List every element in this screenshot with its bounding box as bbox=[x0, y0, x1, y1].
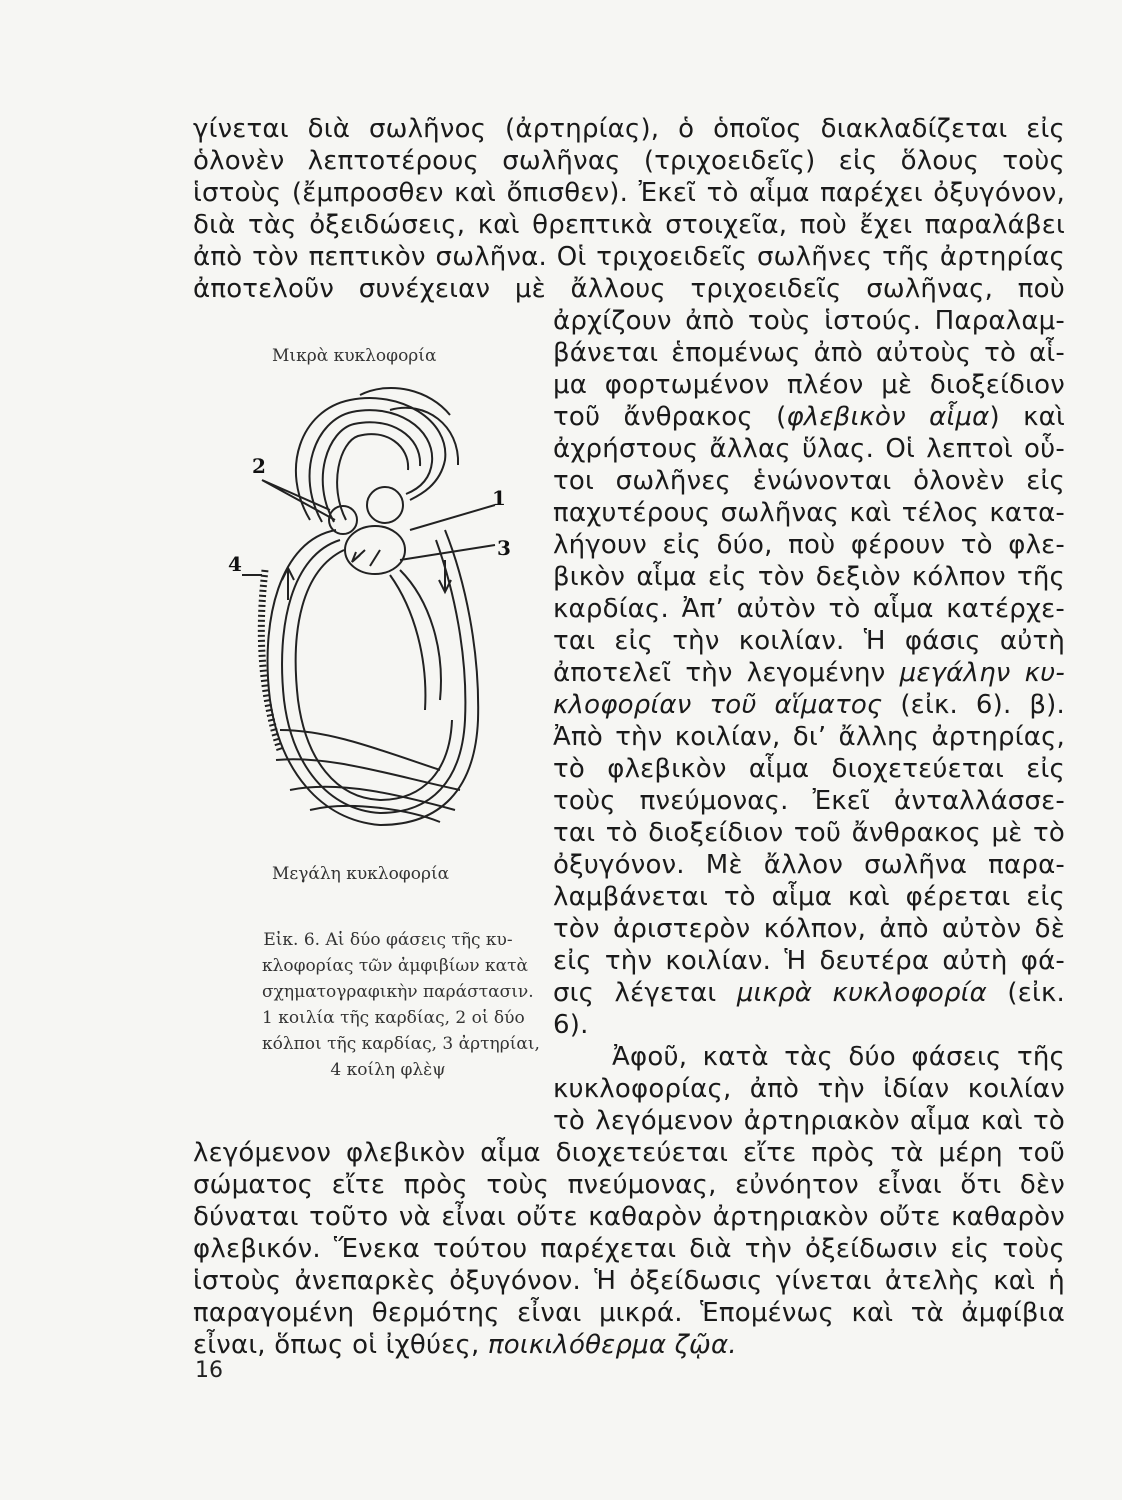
text-line bbox=[553, 688, 1065, 722]
text-line bbox=[553, 656, 1065, 690]
text-line: ἀρχίζουν ἀπὸ τοὺς ἱστούς. Παραλαμ- bbox=[553, 306, 1065, 336]
right-atrium bbox=[367, 487, 403, 523]
text-run: (εἰκ. 6). β). bbox=[882, 690, 1065, 720]
systemic-vessel bbox=[296, 550, 452, 800]
text-line: λαμβάνεται τὸ αἷμα καὶ φέρεται εἰς bbox=[553, 882, 1065, 912]
vena-cava bbox=[261, 570, 280, 750]
text-run: ἀποτελεῖ τὴν λεγομένην bbox=[553, 658, 900, 688]
text-line: ἀποτελοῦν συνέχειαν μὲ ἄλλους τριχοειδεῖς σωλῆνας, ποὺ bbox=[193, 274, 1065, 304]
page-number: 16 bbox=[195, 1358, 223, 1383]
pulmonary-vessel bbox=[310, 410, 433, 522]
text-line: τὸ φλεβικὸν αἷμα διοχετεύεται εἰς bbox=[553, 754, 1065, 784]
text-line: παραγομένη θερμότης εἶναι μικρά. Ἑπομένως καὶ τὰ ἀμφίβια bbox=[193, 1298, 1065, 1328]
text-line: Ἀπὸ τὴν κοιλίαν, δι’ ἄλλης ἀρτηρίας, bbox=[553, 722, 1065, 752]
text-line: καρδίας. Ἀπ’ αὐτὸν τὸ αἷμα κατέρχε- bbox=[553, 594, 1065, 624]
figure-caption-line: κλοφορίας τῶν ἀμφιβίων κατὰ bbox=[262, 956, 529, 976]
text-line: λεγόμενον φλεβικὸν αἷμα διοχετεύεται εἴτε πρὸς τὰ μέρη τοῦ bbox=[193, 1138, 1065, 1168]
text-line: ἱστοὺς ἀνεπαρκὲς ὀξυγόνον. Ἡ ὀξείδωσις γίνεται ἀτελὴς καὶ ἡ bbox=[193, 1266, 1065, 1296]
text-line: βάνεται ἑπομένως ἀπὸ αὐτοὺς τὸ αἷ- bbox=[553, 338, 1065, 368]
callout-line bbox=[410, 505, 495, 530]
text-run: τοῦ ἄνθρακος ( bbox=[553, 402, 787, 432]
text-run: ) καὶ bbox=[989, 402, 1066, 432]
text-line: ὀξυγόνον. Μὲ ἄλλον σωλῆνα παρα- bbox=[553, 850, 1065, 880]
flow-arrow bbox=[439, 560, 451, 592]
text-line: τοὺς πνεύμονας. Ἐκεῖ ἀνταλλάσσε- bbox=[553, 786, 1065, 816]
text-run: (εἰκ. bbox=[987, 978, 1065, 1008]
text-line: 6). bbox=[553, 1010, 589, 1040]
callout-4: 4 bbox=[228, 552, 242, 576]
flow-arrow bbox=[352, 550, 365, 562]
figure-caption-line: 1 κοιλία τῆς καρδίας, 2 οἱ δύο bbox=[262, 1008, 525, 1028]
text-line: ὁλονὲν λεπτοτέρους σωλῆνας (τριχοειδεῖς) εἰς ὅλους τοὺς bbox=[193, 146, 1065, 176]
text-line bbox=[193, 1328, 1065, 1362]
text-line: κυκλοφορίας, ἀπὸ τὴν ἰδίαν κοιλίαν bbox=[553, 1074, 1065, 1104]
italic-term: μεγάλην κυ- bbox=[899, 658, 1065, 688]
text-line: Ἀφοῦ, κατὰ τὰς δύο φάσεις τῆς bbox=[612, 1042, 1065, 1072]
figure-caption-line: 4 κοίλη φλὲψ bbox=[330, 1060, 446, 1080]
ventricle bbox=[345, 526, 405, 574]
text-line: γίνεται διὰ σωλῆνος (ἀρτηρίας), ὁ ὁποῖος διακλαδίζεται εἰς bbox=[193, 114, 1065, 144]
text-line: εἰς τὴν κοιλίαν. Ἡ δευτέρα αὐτὴ φά- bbox=[553, 946, 1065, 976]
text-line bbox=[553, 976, 1065, 1010]
figure-caption-line: σχηματογραφικὴν παράστασιν. bbox=[262, 982, 534, 1002]
text-line: φλεβικόν. Ἕνεκα τούτου παρέχεται διὰ τὴν ὀξείδωσιν εἰς τοὺς bbox=[193, 1234, 1065, 1264]
text-line: μα φορτωμένον πλέον μὲ διοξείδιον bbox=[553, 370, 1065, 400]
text-line: λήγουν εἰς δύο, ποὺ φέρουν τὸ φλε- bbox=[553, 530, 1065, 560]
text-line: παχυτέρους σωλῆνας καὶ τέλος κατα- bbox=[553, 498, 1065, 528]
italic-term: φλεβικὸν αἷμα bbox=[786, 402, 990, 432]
pulmonary-vessel bbox=[296, 398, 445, 520]
text-line: ἀχρήστους ἄλλας ὕλας. Οἱ λεπτοὶ οὗ- bbox=[553, 434, 1065, 464]
text-line: διὰ τὰς ὀξειδώσεις, καὶ θρεπτικὰ στοιχεῖα, ποὺ ἔχει παραλάβει bbox=[193, 210, 1065, 240]
text-line: ται τὸ διοξείδιον τοῦ ἄνθρακος μὲ τὸ bbox=[553, 818, 1065, 848]
callout-line bbox=[400, 545, 495, 560]
text-line: τὸ λεγόμενον ἀρτηριακὸν αἷμα καὶ τὸ bbox=[553, 1106, 1065, 1136]
figure-caption-line: Εἰκ. 6. Αἱ δύο φάσεις τῆς κυ- bbox=[263, 930, 513, 950]
text-line: ται εἰς τὴν κοιλίαν. Ἡ φάσις αὐτὴ bbox=[553, 626, 1065, 656]
text-line: βικὸν αἷμα εἰς τὸν δεξιὸν κόλπον τῆς bbox=[553, 562, 1065, 592]
flow-arrow bbox=[370, 550, 380, 566]
circulation-diagram bbox=[240, 370, 520, 850]
text-run: εἶναι, ὅπως οἱ ἰχθύες, bbox=[193, 1330, 488, 1360]
callout-2: 2 bbox=[252, 454, 266, 478]
italic-term: μικρὰ κυκλοφορία bbox=[736, 978, 987, 1008]
callout-1: 1 bbox=[492, 486, 506, 510]
text-line: σώματος εἴτε πρὸς τοὺς πνεύμονας, εὐνόητον εἶναι ὅτι δὲν bbox=[193, 1170, 1065, 1200]
text-run: σις λέγεται bbox=[553, 978, 737, 1008]
text-line bbox=[553, 400, 1065, 434]
text-line: ἱστοὺς (ἔμπροσθεν καὶ ὄπισθεν). Ἐκεῖ τὸ αἷμα παρέχει ὀξυγόνον, bbox=[193, 178, 1065, 208]
text-line: δύναται τοῦτο νὰ εἶναι οὔτε καθαρὸν ἀρτηριακὸν οὔτε καθαρὸν bbox=[193, 1202, 1065, 1232]
text-line: τὸν ἀριστερὸν κόλπον, ἀπὸ αὐτὸν δὲ bbox=[553, 914, 1065, 944]
italic-term: κλοφορίαν τοῦ αἵματος bbox=[553, 690, 883, 720]
callout-3: 3 bbox=[497, 536, 511, 560]
figure-label-bottom: Μεγάλη κυκλοφορία bbox=[272, 864, 450, 884]
text-line: ἀπὸ τὸν πεπτικὸν σωλῆνα. Οἱ τριχοειδεῖς σωλῆνες τῆς ἀρτηρίας bbox=[193, 242, 1065, 272]
callout-line bbox=[262, 480, 335, 520]
systemic-vessel bbox=[400, 570, 441, 700]
figure-label-top: Μικρὰ κυκλοφορία bbox=[272, 346, 437, 366]
text-line: τοι σωλῆνες ἑνώνονται ὁλονὲν εἰς bbox=[553, 466, 1065, 496]
italic-term: ποικιλόθερμα ζῷα. bbox=[487, 1330, 737, 1360]
figure-caption-line: κόλποι τῆς καρδίας, 3 ἀρτηρίαι, bbox=[262, 1034, 540, 1054]
